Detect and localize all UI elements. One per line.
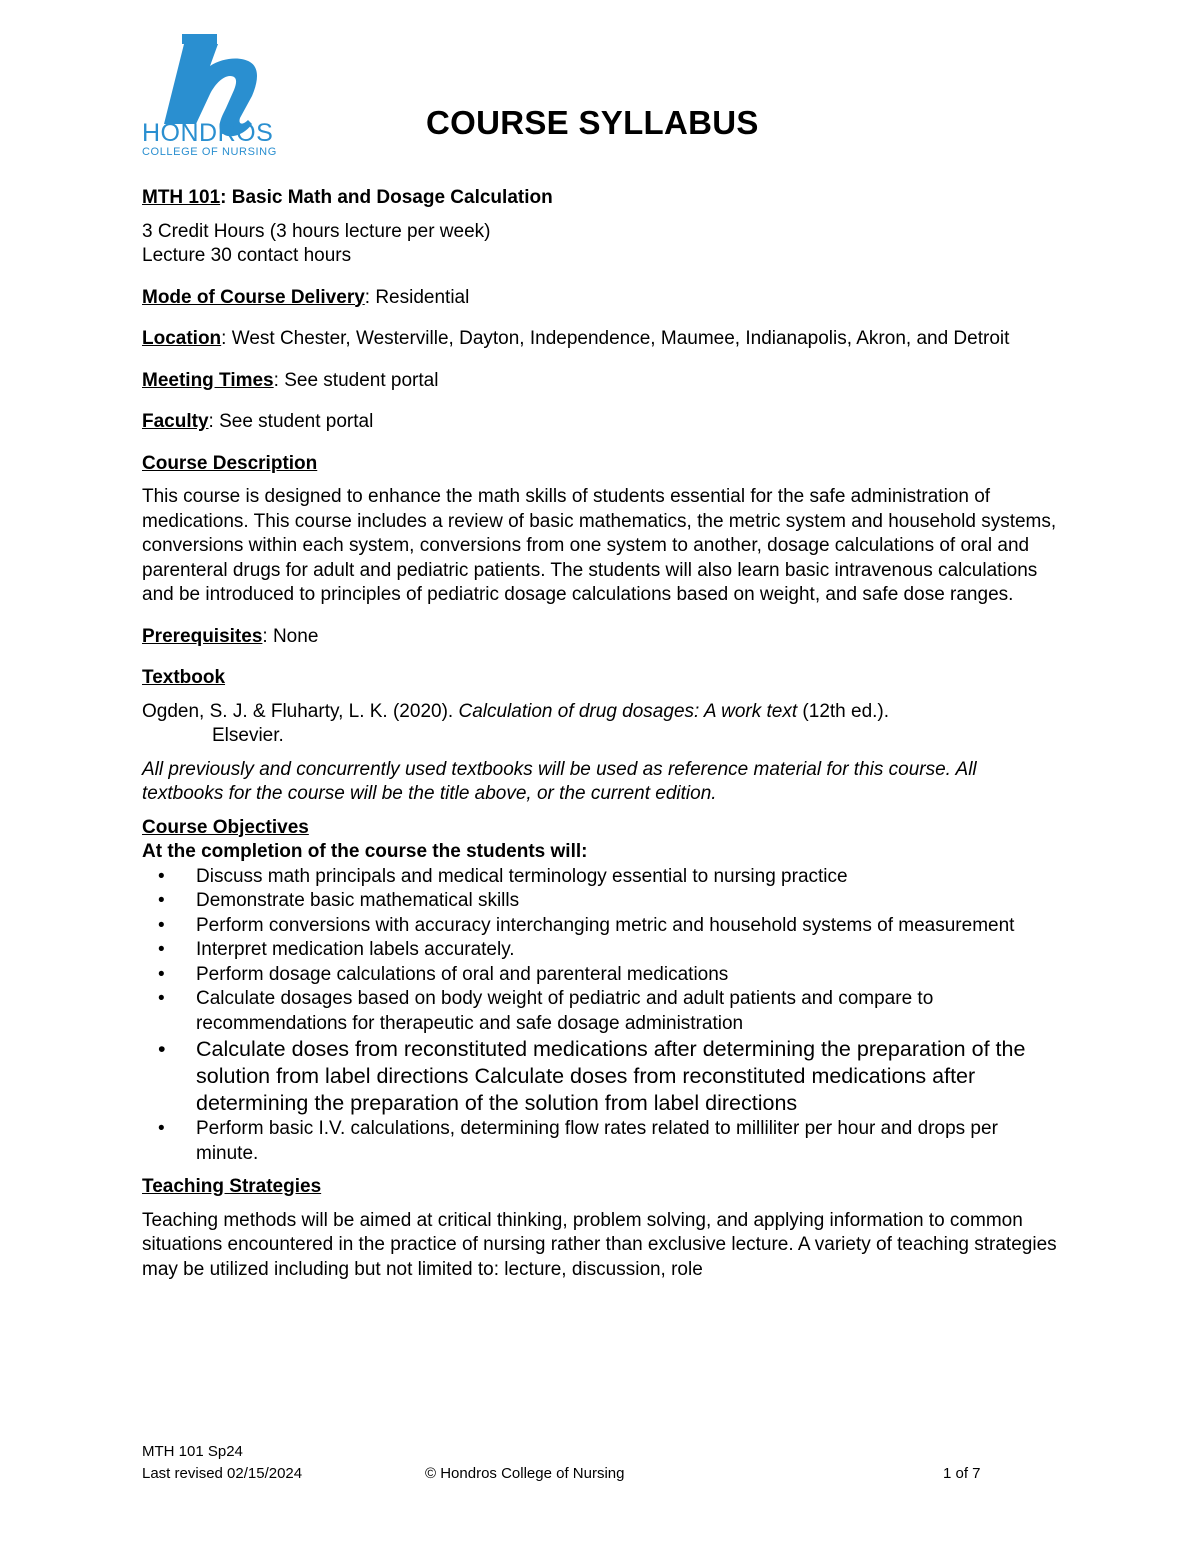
meeting-label: Meeting Times	[142, 369, 274, 391]
textbook-note: All previously and concurrently used textbooks will be used as reference material for this course. All textbooks for the course will be the title above, or the current edition.	[142, 758, 977, 804]
description-text: This course is designed to enhance the math skills of students essential for the safe administration of medications. This course includes a review of basic mathematics, the metric system and household systems, conversions within each system, conversions from one system to another, dosage calculations of oral and parenteral drugs for adult and pediatric patients. The students will also learn basic intravenous calculations and be introduced to principles of pediatric dosage calculations based on weight, and safe dose ranges.	[142, 486, 1057, 605]
textbook-citation	[142, 700, 1062, 725]
location-label: Location	[142, 328, 222, 349]
logo-name: HONDROS	[142, 119, 274, 147]
textbook-authors: Ogden, S. J. & Fluharty, L. K. (2020).	[142, 700, 459, 722]
objective-item: • Calculate doses from reconstituted medications after determining the preparation of the solution from label directions Calculate doses from reconstituted medications after determining the preparation of the solution from label directions	[142, 1036, 1062, 1117]
prerequisites-label: Prerequisites	[142, 625, 263, 647]
contact-hours: Lecture 30 contact hours	[142, 245, 352, 266]
objective-item: • Demonstrate basic mathematical skills	[142, 889, 1062, 914]
textbook-edition: (12th ed.).	[797, 700, 890, 722]
course-heading	[142, 186, 1062, 211]
prerequisites-value: : None	[262, 625, 319, 647]
course-code: MTH 101	[142, 187, 221, 208]
objective-item: • Discuss math principals and medical terminology essential to nursing practice	[142, 865, 1062, 890]
objectives-heading: Course Objectives	[142, 816, 309, 838]
delivery-line	[142, 286, 1062, 311]
objectives-intro: At the completion of the course the students will:	[142, 841, 588, 862]
textbook-title: Calculation of drug dosages: A work text	[458, 700, 798, 722]
objective-item: • Calculate dosages based on body weight of pediatric and adult patients and compare to recommendations for therapeutic and safe dosage administration	[142, 987, 1062, 1036]
faculty-line	[142, 410, 1062, 435]
objective-item: • Interpret medication labels accurately.	[142, 938, 1062, 963]
location-value: : West Chester, Westerville, Dayton, Independence, Maumee, Indianapolis, Akron, and Detroit	[221, 328, 1010, 349]
objective-item: • Perform conversions with accuracy interchanging metric and household systems of measurement	[142, 914, 1062, 939]
teaching-text: Teaching methods will be aimed at critical thinking, problem solving, and applying information to common situations encountered in the practice of nursing rather than exclusive lecture. A variety of teaching strategies may be utilized including but not limited to: lecture, discussion, role	[142, 1209, 1057, 1280]
page-title: COURSE SYLLABUS	[426, 104, 759, 141]
meeting-line	[142, 369, 1062, 394]
credit-hours: 3 Credit Hours (3 hours lecture per week)	[142, 220, 491, 242]
footer-course-term: MTH 101 Sp24	[142, 1443, 243, 1460]
course-name: : Basic Math and Dosage Calculation	[220, 187, 553, 208]
objective-item: • Perform basic I.V. calculations, determining flow rates related to milliliter per hour and drops per minute.	[142, 1117, 1062, 1166]
faculty-label: Faculty	[142, 411, 209, 432]
textbook-heading: Textbook	[142, 667, 226, 688]
logo-subtitle: COLLEGE OF NURSING	[142, 146, 277, 158]
objectives-list	[142, 865, 1062, 1167]
objective-item: • Perform dosage calculations of oral and parenteral medications	[142, 963, 1062, 988]
page-footer	[142, 1441, 1062, 1485]
teaching-heading: Teaching Strategies	[142, 1176, 322, 1197]
logo-text	[142, 120, 277, 159]
faculty-value: : See student portal	[208, 411, 374, 432]
delivery-value: : Residential	[364, 286, 470, 308]
textbook-publisher: Elsevier.	[212, 725, 284, 746]
footer-page-number: 1 of 7	[943, 1465, 981, 1482]
description-heading: Course Description	[142, 452, 318, 474]
location-line	[142, 327, 1062, 352]
prerequisites-line	[142, 625, 1062, 650]
footer-copyright: © Hondros College of Nursing	[425, 1465, 625, 1482]
delivery-label: Mode of Course Delivery	[142, 286, 365, 308]
syllabus-body	[142, 186, 1062, 1282]
logo-bar-top	[182, 34, 217, 44]
footer-revised: Last revised 02/15/2024	[142, 1465, 303, 1482]
meeting-value: : See student portal	[273, 369, 439, 391]
